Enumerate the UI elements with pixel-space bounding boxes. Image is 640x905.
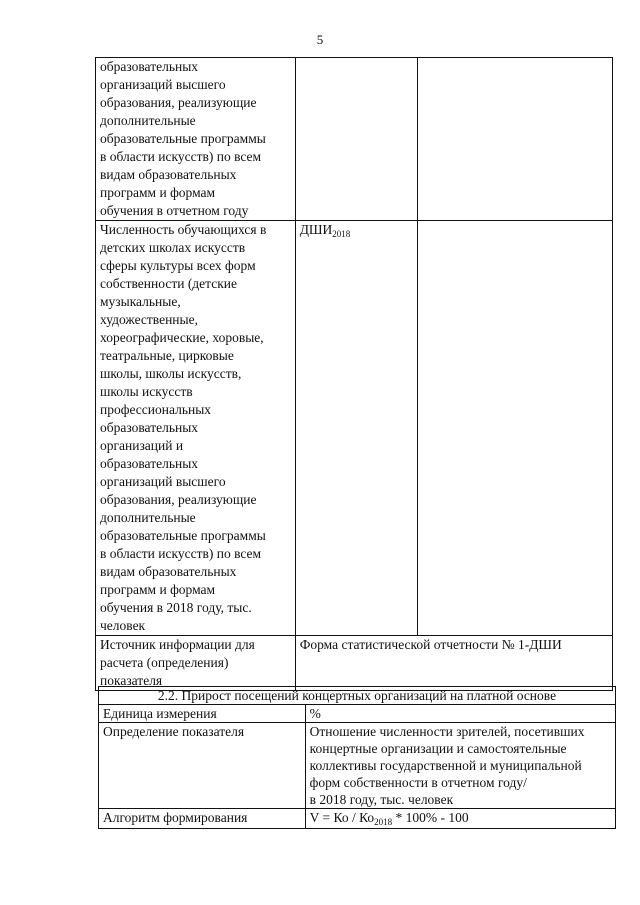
formula-part1: V = Ко / Ко <box>309 810 375 825</box>
table-row <box>96 636 613 691</box>
indicator-table-2 <box>98 686 616 829</box>
table-row <box>96 58 613 221</box>
symbol-sub: 2018 <box>332 229 351 239</box>
source-label: Источник информации для расчета (определения) показателя <box>96 636 296 691</box>
definition-label: Определение показателя <box>99 723 306 809</box>
row-label: Численность обучающихся в детских школах искусств сферы культуры всех форм собственности (детские музыкальные, художественные, хореографические, хоровые, театральные, цирковые школы, школы искусств, школы искусств профессиональных образовательных организаций и образовательных организаций высшего образования, реализующие дополнительные образовательные программы в области искусств) по всем видам образовательных программ и формам обучения в 2018 году, тыс. человек <box>96 221 296 636</box>
table-row <box>99 809 616 829</box>
section-heading: 2.2. Прирост посещений концертных организаций на платной основе <box>99 687 616 705</box>
algorithm-label: Алгоритм формирования <box>99 809 306 829</box>
table-row <box>99 705 616 723</box>
row-symbol <box>295 58 417 221</box>
formula-part2: * 100% - 100 <box>392 810 469 825</box>
symbol-main: ДШИ <box>299 222 333 237</box>
unit-value: % <box>305 705 615 723</box>
row-label: образовательных организаций высшего образования, реализующие дополнительные образовательные программы в области искусств) по всем видам образовательных программ и формам обучения в отчетном году <box>96 58 296 221</box>
table-row <box>99 723 616 809</box>
table-row <box>96 221 613 636</box>
indicator-table <box>95 57 613 691</box>
formula <box>305 809 615 829</box>
row-value <box>417 221 612 636</box>
formula-sub: 2018 <box>374 817 393 827</box>
unit-label: Единица измерения <box>99 705 306 723</box>
source-value: Форма статистической отчетности № 1-ДШИ <box>295 636 612 691</box>
page-number: 5 <box>316 32 324 47</box>
row-value <box>417 58 612 221</box>
row-symbol <box>295 221 417 636</box>
definition-value: Отношение численности зрителей, посетивших концертные организации и самостоятельные коллективы государственной и муниципальной форм собственности в отчетном году/ в 2018 году, тыс. человек <box>305 723 615 809</box>
table-row <box>99 687 616 705</box>
